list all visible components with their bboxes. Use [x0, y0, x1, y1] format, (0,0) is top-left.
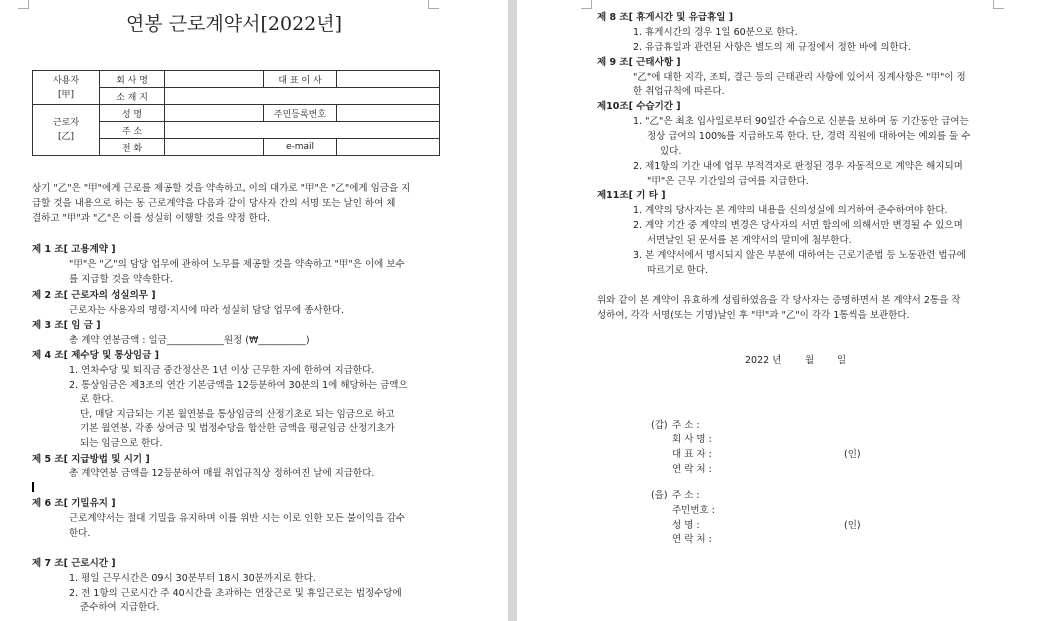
article-6-title: 제 6 조[ 기밀유지 ] — [32, 498, 116, 509]
seal-mark: (인) — [844, 449, 861, 460]
article-1-title: 제 1 조[ 고용계약 ] — [32, 244, 116, 255]
article-4-text: 단, 매달 지급되는 기본 월연봉을 통상임금의 산정기초로 되는 임금으로 하고 — [80, 409, 395, 420]
crop-mark — [18, 0, 29, 9]
date-day: 일 — [837, 355, 847, 366]
eul-resno-label: 주민번호 : — [672, 505, 715, 516]
article-7-title: 제 7 조[ 근로시간 ] — [32, 558, 116, 569]
article-10-text: 2. 제1항의 기간 내에 업무 부적격자로 판정된 경우 자동적으로 계약은 해지되며 — [633, 161, 963, 172]
article-7-text: 2. 전 1항의 근로시간 주 40시간을 초과하는 연장근로 및 휴일근로는 법정수당에 — [69, 588, 402, 599]
article-2-text: 근로자는 사용자의 명령·지시에 따라 성실히 담당 업무에 종사한다. — [69, 305, 344, 316]
article-4-text: 1. 연차수당 및 퇴직금 중간정산은 1년 이상 근무한 자에 한하여 지급한다. — [69, 365, 375, 376]
article-8-title: 제 8 조[ 휴게시간 및 유급휴일 ] — [597, 12, 734, 23]
company-name-label: 회 사 명 — [100, 71, 165, 88]
address-label: 소 재 지 — [100, 88, 165, 105]
article-11-text: 따르기로 한다. — [647, 265, 709, 276]
article-1-text: 를 지급할 것을 약속한다. — [69, 274, 173, 285]
document-page-right — [517, 0, 1040, 621]
representative-label: 대 표 이 사 — [264, 71, 337, 88]
document-title: 연봉 근로계약서[2022년] — [125, 13, 343, 35]
gap-rep-label: 대 표 자 : — [672, 449, 712, 460]
article-9-title: 제 9 조[ 근태사항 ] — [597, 57, 681, 68]
article-7-text: 준수하여 지급한다. — [80, 602, 160, 613]
eul-address-label: 주 소 : — [672, 490, 700, 501]
gap-contact-label: 연 락 처 : — [672, 464, 712, 475]
employee-label: 근로자 [乙] — [33, 105, 100, 156]
article-2-title: 제 2 조[ 근로자의 성실의무 ] — [32, 290, 156, 301]
eul-contact-label: 연 락 처 : — [672, 534, 712, 545]
phone-label: 전 화 — [100, 139, 165, 156]
resident-no-value[interactable] — [337, 105, 440, 122]
article-9-text: 한 취업규칙에 따른다. — [633, 86, 725, 97]
article-8-text: 1. 휴게시간의 경우 1일 60분으로 한다. — [633, 27, 798, 38]
article-7-text: 1. 평일 근무시간은 09시 30분부터 18시 30분까지로 한다. — [69, 573, 316, 584]
article-8-text: 2. 유급휴일과 관련된 사항은 별도의 제 규정에서 정한 바에 의한다. — [633, 42, 911, 53]
article-10-text: 있다. — [660, 146, 682, 157]
address-value[interactable] — [165, 88, 440, 105]
article-10-text: "甲"은 근무 기간일의 급여를 지급한다. — [647, 176, 809, 187]
article-1-text: "甲"은 "乙"의 담당 업무에 관하여 노무를 제공할 것을 약속하고 "甲"은 이에 보수 — [69, 259, 405, 270]
article-4-text: 기본 월연봉, 각종 상여금 및 법정수당을 합산한 금액을 평균임금 산정기초가 — [80, 423, 395, 434]
intro-line: 결하고 "甲"과 "乙"은 이를 성실히 이행할 것을 약정 한다. — [32, 213, 271, 224]
seal-mark: (인) — [844, 520, 861, 531]
party-eul-label: (을) — [651, 490, 668, 501]
article-11-title: 제11조[ 기 타 ] — [597, 190, 666, 201]
article-3-title: 제 3 조[ 임 금 ] — [32, 320, 101, 331]
date-month: 월 — [805, 355, 815, 366]
article-3-text: 총 계약 연봉금액 : 일금____________원정 (₩__________) — [69, 335, 310, 346]
gap-company-label: 회 사 명 : — [672, 434, 712, 445]
article-4-title: 제 4 조[ 제수당 및 통상임금 ] — [32, 350, 159, 361]
phone-value[interactable] — [165, 139, 264, 156]
name-value[interactable] — [165, 105, 264, 122]
emp-address-value[interactable] — [165, 122, 440, 139]
crop-mark — [993, 0, 1004, 9]
article-10-title: 제10조[ 수습기간 ] — [597, 101, 681, 112]
email-value[interactable] — [337, 139, 440, 156]
article-11-text: 3. 본 계약서에서 명시되지 않은 부분에 대하여는 근로기준법 등 노동관련 법규에 — [633, 250, 966, 261]
email-label: e-mail — [264, 139, 337, 156]
article-10-text: 1. "乙"은 최초 입사일로부터 90일간 수습으로 신분을 보하며 동 기간동안 급여는 — [633, 116, 969, 127]
article-11-text: 서면날인 된 문서를 본 계약서의 말미에 첨부한다. — [647, 235, 852, 246]
eul-name-label: 성 명 : — [672, 520, 700, 531]
resident-no-label: 주민등록번호 — [264, 105, 337, 122]
article-11-text: 1. 계약의 당사자는 본 계약의 내용을 신의성실에 의거하여 준수하여야 한다. — [633, 205, 948, 216]
article-5-title: 제 5 조[ 지급방법 및 시기 ] — [32, 454, 150, 465]
article-4-text: 2. 통상임금은 제3조의 연간 기본금액을 12등분하여 30분의 1에 해당하는 금액으 — [69, 380, 408, 391]
document-page-left — [0, 0, 508, 621]
employer-label: 사용자 [甲] — [33, 71, 100, 105]
party-gap-label: (갑) — [651, 420, 668, 431]
gap-address-label: 주 소 : — [672, 420, 700, 431]
article-6-text: 한다. — [69, 528, 91, 539]
article-11-text: 2. 계약 기간 중 계약의 변경은 당사자의 서면 합의에 의해서만 변경될 수 있으며 — [633, 220, 963, 231]
closing-text: 성하여, 각각 서명(또는 기명)날인 후 "甲"과 "乙"이 각각 1통씩을 보관한다. — [597, 310, 910, 321]
article-4-text: 되는 임금으로 한다. — [80, 438, 163, 449]
article-4-text: 로 한다. — [80, 394, 114, 405]
closing-text: 위와 같이 본 계약이 유효하게 성립하였음을 각 당사자는 증명하면서 본 계약서 2통을 작 — [597, 295, 961, 306]
intro-line: 상기 "乙"은 "甲"에게 근로를 제공할 것을 약속하고, 이의 대가로 "甲"은 "乙"에게 임금을 지 — [32, 183, 411, 194]
company-name-value[interactable] — [165, 71, 264, 88]
article-5-text: 총 계약연봉 금액을 12등분하여 매월 취업규칙상 정하여진 날에 지급한다. — [69, 468, 375, 479]
article-6-text: 근로계약서는 절대 기밀을 유지하며 이를 위반 시는 이로 인한 모든 불이익을 감수 — [69, 513, 406, 524]
article-10-text: 정상 급여의 100%를 지급하도록 한다. 단, 경력 직원에 대하여는 예외를 둘 수 — [647, 131, 971, 142]
article-9-text: "乙"에 대한 지각, 조퇴, 결근 등의 근태관리 사항에 있어서 징계사항은 "甲"이 정 — [633, 72, 966, 83]
name-label: 성 명 — [100, 105, 165, 122]
text-cursor[interactable] — [32, 482, 34, 492]
emp-address-label: 주 소 — [100, 122, 165, 139]
crop-mark — [428, 0, 439, 9]
representative-value[interactable] — [337, 71, 440, 88]
crop-mark — [581, 0, 592, 9]
intro-line: 급할 것을 내용으로 하는 동 근로계약을 다음과 같이 당사자 간의 서명 또는 날인 하여 체 — [32, 198, 396, 209]
date-year: 2022 년 — [745, 355, 782, 366]
party-info-table — [32, 70, 440, 156]
